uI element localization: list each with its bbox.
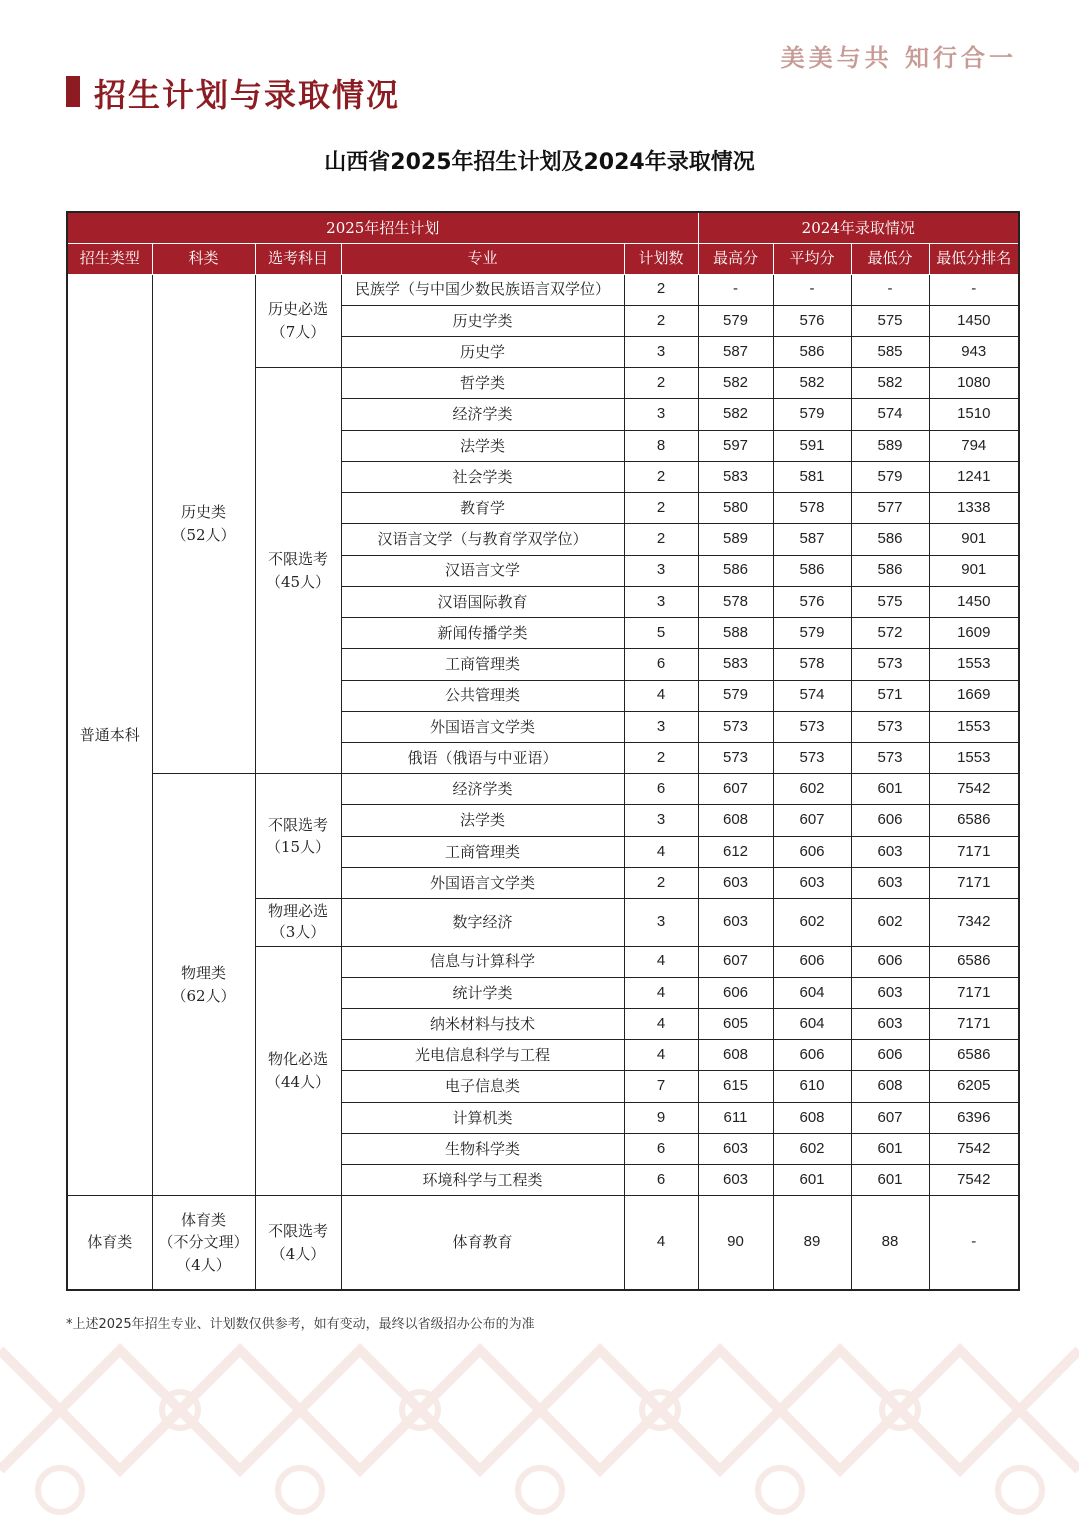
- min-score-cell: 606: [851, 1040, 929, 1071]
- max-score-cell: 608: [698, 1040, 773, 1071]
- plan-count-cell: 4: [624, 1196, 698, 1290]
- min-rank-cell: 901: [929, 555, 1019, 586]
- category-cell: 历史类 （52人）: [152, 274, 255, 774]
- min-rank-cell: -: [929, 1196, 1019, 1290]
- plan-count-cell: 2: [624, 274, 698, 305]
- page-title: 山西省2025年招生计划及2024年录取情况: [324, 150, 755, 175]
- major-cell: 外国语言文学类: [341, 867, 624, 898]
- plan-count-cell: 4: [624, 977, 698, 1008]
- avg-score-cell: 579: [773, 618, 851, 649]
- plan-count-cell: 3: [624, 399, 698, 430]
- max-score-cell: 608: [698, 805, 773, 836]
- avg-score-cell: 602: [773, 774, 851, 805]
- min-rank-cell: 1338: [929, 493, 1019, 524]
- min-score-cell: 607: [851, 1102, 929, 1133]
- avg-score-cell: 581: [773, 461, 851, 492]
- max-score-cell: 579: [698, 305, 773, 336]
- avg-score-cell: 604: [773, 977, 851, 1008]
- avg-score-cell: 582: [773, 368, 851, 399]
- col-header-plan: 计划数: [624, 243, 698, 274]
- major-cell: 电子信息类: [341, 1071, 624, 1102]
- plan-count-cell: 2: [624, 524, 698, 555]
- min-score-cell: 586: [851, 555, 929, 586]
- plan-count-cell: 4: [624, 946, 698, 977]
- major-cell: 光电信息科学与工程: [341, 1040, 624, 1071]
- min-rank-cell: 6205: [929, 1071, 1019, 1102]
- avg-score-cell: 579: [773, 399, 851, 430]
- min-rank-cell: 6396: [929, 1102, 1019, 1133]
- min-score-cell: 579: [851, 461, 929, 492]
- max-score-cell: 612: [698, 836, 773, 867]
- min-score-cell: 608: [851, 1071, 929, 1102]
- major-cell: 汉语言文学: [341, 555, 624, 586]
- plan-count-cell: 4: [624, 1040, 698, 1071]
- min-rank-cell: 1450: [929, 586, 1019, 617]
- col-header-subjects: 选考科目: [255, 243, 341, 274]
- subject-group-cell: 物理必选 （3人）: [255, 899, 341, 946]
- avg-score-cell: 586: [773, 336, 851, 367]
- plan-count-cell: 6: [624, 649, 698, 680]
- major-cell: 哲学类: [341, 368, 624, 399]
- max-score-cell: 587: [698, 336, 773, 367]
- table-row: [67, 274, 1019, 305]
- avg-score-cell: 573: [773, 743, 851, 774]
- min-score-cell: 603: [851, 977, 929, 1008]
- plan-count-cell: 3: [624, 711, 698, 742]
- major-cell: 工商管理类: [341, 836, 624, 867]
- min-rank-cell: 7171: [929, 977, 1019, 1008]
- avg-score-cell: 610: [773, 1071, 851, 1102]
- min-score-cell: 573: [851, 711, 929, 742]
- subject-group-cell: 物化必选 （44人）: [255, 946, 341, 1196]
- min-rank-cell: 794: [929, 430, 1019, 461]
- major-cell: 生物科学类: [341, 1133, 624, 1164]
- min-rank-cell: 6586: [929, 805, 1019, 836]
- avg-score-cell: 574: [773, 680, 851, 711]
- section-heading: 招生计划与录取情况: [94, 76, 401, 114]
- plan-count-cell: 5: [624, 618, 698, 649]
- avg-score-cell: 587: [773, 524, 851, 555]
- min-score-cell: 586: [851, 524, 929, 555]
- min-rank-cell: 1080: [929, 368, 1019, 399]
- major-cell: 教育学: [341, 493, 624, 524]
- min-score-cell: 601: [851, 1165, 929, 1196]
- avg-score-cell: 573: [773, 711, 851, 742]
- subject-group-cell: 不限选考 （4人）: [255, 1196, 341, 1290]
- plan-count-cell: 3: [624, 336, 698, 367]
- min-rank-cell: 7171: [929, 836, 1019, 867]
- plan-count-cell: 3: [624, 555, 698, 586]
- max-score-cell: 583: [698, 649, 773, 680]
- plan-count-cell: 2: [624, 368, 698, 399]
- max-score-cell: 588: [698, 618, 773, 649]
- avg-score-cell: 603: [773, 867, 851, 898]
- major-cell: 经济学类: [341, 774, 624, 805]
- min-rank-cell: 1450: [929, 305, 1019, 336]
- max-score-cell: 603: [698, 867, 773, 898]
- max-score-cell: 606: [698, 977, 773, 1008]
- avg-score-cell: 606: [773, 946, 851, 977]
- plan-count-cell: 2: [624, 493, 698, 524]
- min-score-cell: 603: [851, 836, 929, 867]
- avg-score-cell: 607: [773, 805, 851, 836]
- min-rank-cell: 7542: [929, 1165, 1019, 1196]
- min-score-cell: 573: [851, 743, 929, 774]
- major-cell: 计算机类: [341, 1102, 624, 1133]
- plan-count-cell: 7: [624, 1071, 698, 1102]
- major-cell: 纳米材料与技术: [341, 1009, 624, 1040]
- max-score-cell: 605: [698, 1009, 773, 1040]
- min-rank-cell: 1241: [929, 461, 1019, 492]
- max-score-cell: 589: [698, 524, 773, 555]
- min-score-cell: 575: [851, 305, 929, 336]
- max-score-cell: 597: [698, 430, 773, 461]
- footnote: *上述2025年招生专业、计划数仅供参考，如有变动，最终以省级招办公布的为准: [66, 1317, 535, 1332]
- min-rank-cell: 1553: [929, 649, 1019, 680]
- min-rank-cell: -: [929, 274, 1019, 305]
- avg-score-cell: 601: [773, 1165, 851, 1196]
- max-score-cell: 615: [698, 1071, 773, 1102]
- major-cell: 俄语（俄语与中亚语）: [341, 743, 624, 774]
- max-score-cell: 90: [698, 1196, 773, 1290]
- major-cell: 汉语国际教育: [341, 586, 624, 617]
- major-cell: 社会学类: [341, 461, 624, 492]
- min-rank-cell: 1510: [929, 399, 1019, 430]
- min-rank-cell: 6586: [929, 1040, 1019, 1071]
- plan-count-cell: 2: [624, 867, 698, 898]
- col-header-avg: 平均分: [773, 243, 851, 274]
- major-cell: 统计学类: [341, 977, 624, 1008]
- major-cell: 民族学（与中国少数民族语言双学位）: [341, 274, 624, 305]
- max-score-cell: 573: [698, 711, 773, 742]
- major-cell: 历史学类: [341, 305, 624, 336]
- category-cell: 物理类 （62人）: [152, 774, 255, 1196]
- table-row: [67, 1196, 1019, 1290]
- min-score-cell: 601: [851, 774, 929, 805]
- group-header-plan: 2025年招生计划: [67, 212, 698, 243]
- min-score-cell: 582: [851, 368, 929, 399]
- avg-score-cell: 586: [773, 555, 851, 586]
- max-score-cell: 603: [698, 1133, 773, 1164]
- subject-group-cell: 不限选考 （15人）: [255, 774, 341, 899]
- col-header-max: 最高分: [698, 243, 773, 274]
- max-score-cell: -: [698, 274, 773, 305]
- plan-count-cell: 3: [624, 899, 698, 946]
- min-score-cell: 606: [851, 805, 929, 836]
- col-header-rank: 最低分排名: [929, 243, 1019, 274]
- avg-score-cell: 604: [773, 1009, 851, 1040]
- major-cell: 法学类: [341, 805, 624, 836]
- subject-group-cell: 不限选考 （45人）: [255, 368, 341, 774]
- plan-count-cell: 6: [624, 774, 698, 805]
- min-rank-cell: 7542: [929, 1133, 1019, 1164]
- col-header-major: 专业: [341, 243, 624, 274]
- avg-score-cell: 576: [773, 586, 851, 617]
- plan-count-cell: 2: [624, 461, 698, 492]
- col-header-category: 科类: [152, 243, 255, 274]
- avg-score-cell: 608: [773, 1102, 851, 1133]
- type-cell: 体育类: [67, 1196, 152, 1290]
- max-score-cell: 607: [698, 774, 773, 805]
- min-score-cell: 573: [851, 649, 929, 680]
- major-cell: 经济学类: [341, 399, 624, 430]
- min-score-cell: 602: [851, 899, 929, 946]
- max-score-cell: 607: [698, 946, 773, 977]
- min-rank-cell: 7171: [929, 1009, 1019, 1040]
- plan-count-cell: 2: [624, 743, 698, 774]
- min-score-cell: 575: [851, 586, 929, 617]
- major-cell: 汉语言文学（与教育学双学位）: [341, 524, 624, 555]
- plan-count-cell: 9: [624, 1102, 698, 1133]
- max-score-cell: 586: [698, 555, 773, 586]
- max-score-cell: 582: [698, 368, 773, 399]
- min-score-cell: 571: [851, 680, 929, 711]
- admission-table: [66, 211, 1020, 1291]
- plan-count-cell: 6: [624, 1165, 698, 1196]
- plan-count-cell: 3: [624, 586, 698, 617]
- major-cell: 法学类: [341, 430, 624, 461]
- min-rank-cell: 7342: [929, 899, 1019, 946]
- heading-accent-bar: [66, 76, 80, 107]
- plan-count-cell: 6: [624, 1133, 698, 1164]
- max-score-cell: 582: [698, 399, 773, 430]
- avg-score-cell: 602: [773, 1133, 851, 1164]
- min-score-cell: 572: [851, 618, 929, 649]
- major-cell: 新闻传播学类: [341, 618, 624, 649]
- min-score-cell: 603: [851, 1009, 929, 1040]
- max-score-cell: 603: [698, 1165, 773, 1196]
- max-score-cell: 583: [698, 461, 773, 492]
- min-rank-cell: 1553: [929, 711, 1019, 742]
- max-score-cell: 578: [698, 586, 773, 617]
- major-cell: 数字经济: [341, 899, 624, 946]
- min-score-cell: 88: [851, 1196, 929, 1290]
- min-score-cell: 577: [851, 493, 929, 524]
- min-rank-cell: 943: [929, 336, 1019, 367]
- major-cell: 体育教育: [341, 1196, 624, 1290]
- max-score-cell: 580: [698, 493, 773, 524]
- max-score-cell: 573: [698, 743, 773, 774]
- major-cell: 外国语言文学类: [341, 711, 624, 742]
- max-score-cell: 579: [698, 680, 773, 711]
- category-cell: 体育类 （不分文理） （4人）: [152, 1196, 255, 1290]
- min-rank-cell: 901: [929, 524, 1019, 555]
- major-cell: 工商管理类: [341, 649, 624, 680]
- avg-score-cell: 602: [773, 899, 851, 946]
- table-row: [67, 774, 1019, 805]
- min-rank-cell: 1553: [929, 743, 1019, 774]
- subject-group-cell: 历史必选 （7人）: [255, 274, 341, 368]
- major-cell: 环境科学与工程类: [341, 1165, 624, 1196]
- min-score-cell: 603: [851, 867, 929, 898]
- min-score-cell: -: [851, 274, 929, 305]
- min-rank-cell: 1669: [929, 680, 1019, 711]
- plan-count-cell: 4: [624, 836, 698, 867]
- avg-score-cell: 578: [773, 649, 851, 680]
- max-score-cell: 611: [698, 1102, 773, 1133]
- min-score-cell: 606: [851, 946, 929, 977]
- plan-count-cell: 2: [624, 305, 698, 336]
- min-rank-cell: 6586: [929, 946, 1019, 977]
- min-score-cell: 601: [851, 1133, 929, 1164]
- avg-score-cell: 578: [773, 493, 851, 524]
- avg-score-cell: 576: [773, 305, 851, 336]
- avg-score-cell: 606: [773, 1040, 851, 1071]
- col-header-type: 招生类型: [67, 243, 152, 274]
- type-cell: 普通本科: [67, 274, 152, 1196]
- plan-count-cell: 3: [624, 805, 698, 836]
- avg-score-cell: 89: [773, 1196, 851, 1290]
- min-rank-cell: 7171: [929, 867, 1019, 898]
- avg-score-cell: 591: [773, 430, 851, 461]
- major-cell: 公共管理类: [341, 680, 624, 711]
- avg-score-cell: 606: [773, 836, 851, 867]
- plan-count-cell: 4: [624, 1009, 698, 1040]
- avg-score-cell: -: [773, 274, 851, 305]
- min-score-cell: 585: [851, 336, 929, 367]
- major-cell: 历史学: [341, 336, 624, 367]
- motto: 美美与共 知行合一: [780, 43, 1017, 72]
- plan-count-cell: 4: [624, 680, 698, 711]
- min-rank-cell: 1609: [929, 618, 1019, 649]
- col-header-min: 最低分: [851, 243, 929, 274]
- max-score-cell: 603: [698, 899, 773, 946]
- group-header-result: 2024年录取情况: [698, 212, 1019, 243]
- min-score-cell: 589: [851, 430, 929, 461]
- major-cell: 信息与计算科学: [341, 946, 624, 977]
- plan-count-cell: 8: [624, 430, 698, 461]
- min-rank-cell: 7542: [929, 774, 1019, 805]
- min-score-cell: 574: [851, 399, 929, 430]
